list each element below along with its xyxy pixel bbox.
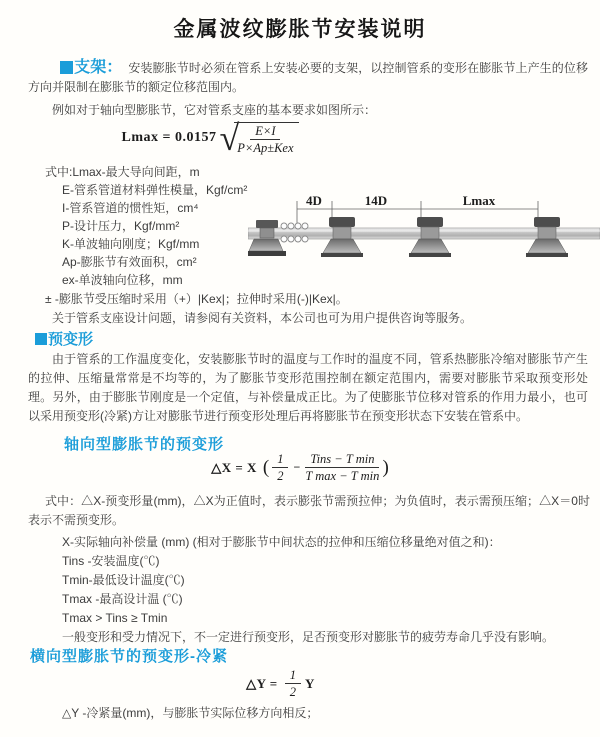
blue-square-bullet-icon (60, 61, 73, 74)
symbol-definitions (45, 163, 247, 289)
symbol-line: P-设计压力，Kgf/mm² (62, 219, 180, 233)
section-heading-support: 支架： (74, 59, 123, 76)
symbol-line: Ap-膨胀节有效面积，cm² (62, 255, 197, 269)
page-title: 金属波纹膨胀节安装说明 (173, 18, 427, 41)
support-spacing-diagram (248, 192, 600, 276)
symbol-line: I-管系管道的惯性矩，cm⁴ (62, 201, 199, 215)
definition-line: Tmin-最低设计温度(℃) (62, 573, 185, 587)
axial-formula-lhs: △X = X (211, 459, 257, 475)
half-denominator: 2 (277, 469, 284, 483)
radical-body (234, 122, 298, 155)
dim-label-14d: 14D (364, 193, 388, 208)
section-heading-lateral: 横向型膨胀节的预变形-冷紧 (30, 648, 228, 665)
section-heading-axial: 轴向型膨胀节的预变形 (64, 436, 225, 453)
axial-formula-denominator: T max − T min (305, 469, 380, 483)
half-numerator: 1 (272, 452, 288, 468)
symbol-line: K-单波轴向刚度；Kgf/mm (62, 237, 200, 251)
lateral-note: △Y -冷紧量(mm)，与膨胀节实际位移方向相反； (62, 706, 319, 720)
support-intro-text: 安装膨胀节时必须在管系上安装必要的支架，以控制管系的变形在膨胀节上产生的位移方向并限制在膨胀节的额定位移范围内。 (28, 61, 588, 94)
symbol-line: E-管系管道材料弹性模量，Kgf/cm² (62, 183, 248, 197)
symbol-line: ex-单波轴向位移，mm (62, 273, 183, 287)
radical-sign: √ (219, 118, 240, 158)
dim-label-lmax: Lmax (462, 193, 496, 208)
lateral-formula-lhs: △Y = (246, 675, 278, 691)
axial-definitions (62, 533, 554, 647)
definition-line: Tmax > Tins ≥ Tmin (62, 611, 168, 625)
blue-square-bullet-icon (35, 333, 47, 345)
lateral-formula-rhs: Y (304, 675, 315, 691)
definition-line: Tins -安装温度(℃) (62, 554, 160, 568)
support-example-line: 例如对于轴向型膨胀节，它对管系支座的基本要求如图所示： (52, 103, 377, 117)
lmax-formula-numerator: E×I (250, 124, 280, 140)
definition-line: 一般变形和受力情况下，不一定进行预变形，足否预变形对膨胀节的疲劳寿命几乎没有影响。 (62, 630, 555, 644)
dim-label-4d: 4D (306, 193, 322, 208)
support-paragraph (28, 58, 588, 97)
axial-formula-numerator: Tins − T min (305, 452, 379, 468)
axial-explain-paragraph: 式中：△X-预变形量(mm)，△X为正值时，表示膨张节需预拉伸；为负值时，表示需预压缩；△X＝0时表示不需预变形。 (28, 494, 590, 527)
definition-line: Tmax -最高设计温 (℃) (62, 592, 183, 606)
lmax-formula (0, 118, 420, 158)
symbol-line: 式中:Lmax-最大导向间距，m (45, 165, 200, 179)
lateral-formula: △Y = $\frac{1}{2}$ Y (246, 668, 315, 699)
axial-formula: △X = X ( $\frac{1}{2}$ − $\frac{\text{Tins − T min}}{\text{T max − T min}}$ ) (211, 452, 389, 483)
consult-note: 关于管系支座设计问题，请参阅有关资料，本公司也可为用户提供咨询等服务。 (52, 311, 473, 325)
lmax-formula-denominator: P×Ap±Kex (237, 140, 294, 155)
predeform-paragraph: 由于管系的工作温度变化，安装膨胀节时的温度与工作时的温度不同，管系热膨胀冷缩对膨胀节产生的拉伸、压缩量常常是不均等的，为了膨胀节变形范围控制在额定范围内，需要对膨胀节采取预变形处理。另外，由于膨胀节刚度是一个定值，与补偿量成正比。为了使膨胀节位移对管系的作用力最小，也可以采用预变形(冷紧)方让对膨胀节进行预变形处理后再将膨胀节在预变形状态下安装在管系中。 (28, 352, 588, 423)
lmax-formula-lhs: Lmax = 0.0157 (121, 130, 217, 145)
definition-line: X-实际轴向补偿量 (mm) (相对于膨胀节中间状态的拉伸和压缩位移量绝对值之和)： (62, 535, 501, 549)
section-heading-predeform: 预变形 (35, 328, 93, 349)
plusminus-note: ± -膨胀节受压缩时采用（+）|Kex|；拉伸时采用(-)|Kex|。 (45, 292, 348, 306)
